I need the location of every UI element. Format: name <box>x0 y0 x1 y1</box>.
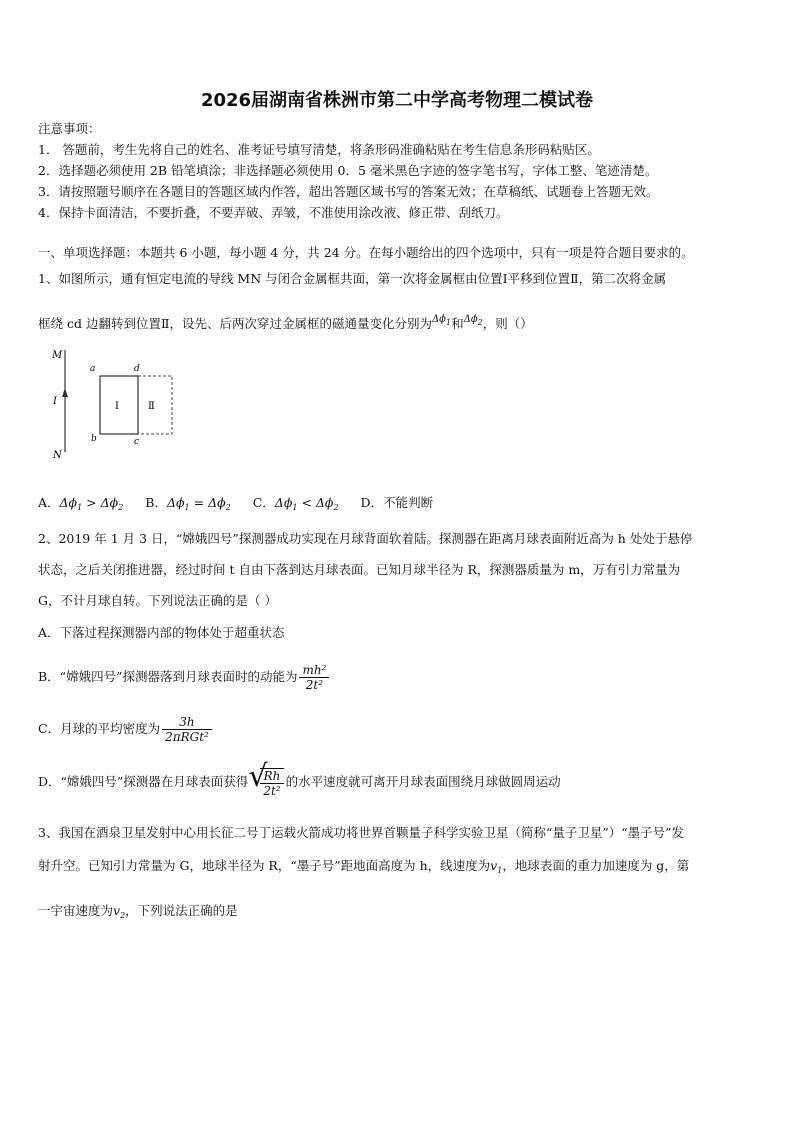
phi-sub: 1 <box>77 503 83 512</box>
velocity-sub-1: 1 <box>497 866 503 875</box>
q2-choice-d <box>38 758 561 802</box>
phi-symbol: Δϕ <box>315 495 334 510</box>
q2-choice-d-end: 的水平速度就可离开月球表面围绕月球做圆周运动 <box>285 774 561 789</box>
phi-symbol: Δϕ <box>59 495 78 510</box>
q1-stem-line1: 1、如图所示，通有恒定电流的导线 MN 与闭合金属框共面，第一次将金属框由位置Ⅰ平移到位置Ⅱ，第二次将金属 <box>38 271 667 286</box>
fraction-c <box>162 715 212 744</box>
q3-stem-line2 <box>38 858 689 879</box>
label-b: b <box>91 434 97 444</box>
label-a: a <box>90 364 96 374</box>
frame-position-2 <box>138 376 172 434</box>
q1-stem-end: ，则（） <box>482 316 533 331</box>
phi-sub: 1 <box>292 503 298 512</box>
phi-1 <box>432 314 451 325</box>
q2-stem-line3: G，不计月球自转。下列说法正确的是（ ） <box>38 593 277 608</box>
q2-choice-c-text: C．月球的平均密度为 <box>38 721 161 736</box>
phi-symbol: Δϕ <box>100 495 119 510</box>
label-d: d <box>134 364 140 374</box>
sqrt-icon: √ <box>248 758 268 794</box>
q2-choice-d-text: D．“嫦娥四号”探测器在月球表面获得 <box>38 774 249 789</box>
q3-stem-text-end: ，下列说法正确的是 <box>125 903 238 918</box>
phi-symbol: Δϕ <box>431 314 446 325</box>
notice-heading: 注意事项： <box>38 121 101 136</box>
phi-symbol: Δϕ <box>208 495 226 510</box>
q2-choice-b <box>38 660 331 694</box>
q3-stem-line1: 3、我国在酒泉卫星发射中心用长征二号丁运载火箭成功将世界首颗量子科学实验卫星（简称“量子卫星”）“墨子号”发 <box>38 825 685 840</box>
relation: = <box>193 495 205 510</box>
notice-item-3: 3．请按照题号顺序在各题目的答题区域内作答，超出答题区域书写的答案无效；在草稿纸、试题卷上答题无效。 <box>38 184 659 199</box>
q1-choice-d: D．不能判断 <box>360 495 434 510</box>
sqrt-expression <box>248 758 285 802</box>
q2-choice-c <box>38 712 214 746</box>
section-heading: 一、单项选择题：本题共 6 小题，每小题 4 分，共 24 分。在每小题给出的四个选项中，只有一项是符合题目要求的。 <box>38 245 694 260</box>
phi-sub: 2 <box>333 503 339 512</box>
q1-stem-text: 框绕 cd 边翻转到位置Ⅱ，设先、后两次穿过金属框的磁通量变化分别为 <box>38 316 432 331</box>
q3-stem-text: 射升空。已知引力常量为 G，地球半径为 R，“墨子号”距地面高度为 h，线速度为 <box>38 858 491 873</box>
q1-choice-b <box>145 495 230 516</box>
choice-letter: A． <box>38 495 60 510</box>
q2-choice-b-text: B．“嫦娥四号”探测器落到月球表面时的动能为 <box>38 669 298 684</box>
fraction-numerator: 3h <box>162 715 212 730</box>
notice-item-1: 1． 答题前，考生先将自己的姓名、准考证号填写清楚，将条形码准确粘贴在考生信息条形码粘贴区。 <box>38 142 600 157</box>
relation: < <box>301 495 312 510</box>
q2-stem-line2: 状态，之后关闭推进器，经过时间 t 自由下落到达月球表面。已知月球半径为 R，探测器质量为 m，万有引力常量为 <box>38 562 681 577</box>
q1-choices <box>38 495 451 516</box>
fraction-denominator: 2t² <box>263 784 281 798</box>
label-region-1: Ⅰ <box>115 401 119 412</box>
choice-letter: C． <box>252 495 275 510</box>
frame-position-1 <box>100 376 138 434</box>
label-region-2: Ⅱ <box>148 401 155 412</box>
q2-choice-a: A．下落过程探测器内部的物体处于超重状态 <box>38 625 285 640</box>
relation: > <box>86 495 97 510</box>
fraction-numerator: mh² <box>299 663 329 678</box>
label-c: c <box>134 437 140 447</box>
choice-letter: B． <box>145 495 167 510</box>
phi-sub-1: 1 <box>446 318 452 327</box>
q1-figure <box>40 340 220 465</box>
phi-2 <box>464 314 483 325</box>
phi-sub: 2 <box>225 503 231 512</box>
velocity-sub-2: 2 <box>120 911 126 920</box>
and-text: 和 <box>451 316 464 331</box>
label-n: N <box>53 450 62 461</box>
q3-stem-text-end: ，地球表面的重力加速度为 g，第 <box>502 858 690 873</box>
fraction-denominator: 2t² <box>305 678 324 692</box>
velocity-symbol: v <box>113 903 121 918</box>
fraction-b <box>299 663 329 692</box>
q1-choice-a <box>38 495 123 516</box>
phi-sub: 1 <box>184 503 190 512</box>
label-current: I <box>53 396 57 407</box>
current-arrow-icon <box>62 388 68 397</box>
phi-sub-2: 2 <box>477 318 483 327</box>
velocity-symbol: v <box>490 858 498 873</box>
q1-stem-line2 <box>38 312 533 332</box>
page-title: 2026届湖南省株洲市第二中学高考物理二模试卷 <box>200 90 594 111</box>
phi-symbol: Δϕ <box>166 495 185 510</box>
notice-item-4: 4．保持卡面清洁，不要折叠，不要弄破、弄皱，不准使用涂改液、修正带、刮纸刀。 <box>38 205 509 220</box>
fraction-numerator: Rh <box>260 769 283 784</box>
label-m: M <box>52 350 63 361</box>
q3-stem-text: 一宇宙速度为 <box>38 903 114 918</box>
phi-symbol: Δϕ <box>463 314 478 325</box>
q2-stem-line1: 2、2019 年 1 月 3 日，“嫦娥四号”探测器成功实现在月球背面软着陆。探测器在距离月球表面附近高为 h 处处于悬停 <box>38 531 693 546</box>
notice-item-2: 2．选择题必须使用 2B 铅笔填涂；非选择题必须使用 0．5 毫米黑色字迹的签字笔书写，字体工整、笔迹清楚。 <box>38 163 658 178</box>
phi-symbol: Δϕ <box>274 495 293 510</box>
fraction-denominator: 2πRGt² <box>165 730 209 744</box>
q3-stem-line3 <box>38 903 238 924</box>
q1-choice-c <box>253 495 339 516</box>
phi-sub: 2 <box>118 503 124 512</box>
